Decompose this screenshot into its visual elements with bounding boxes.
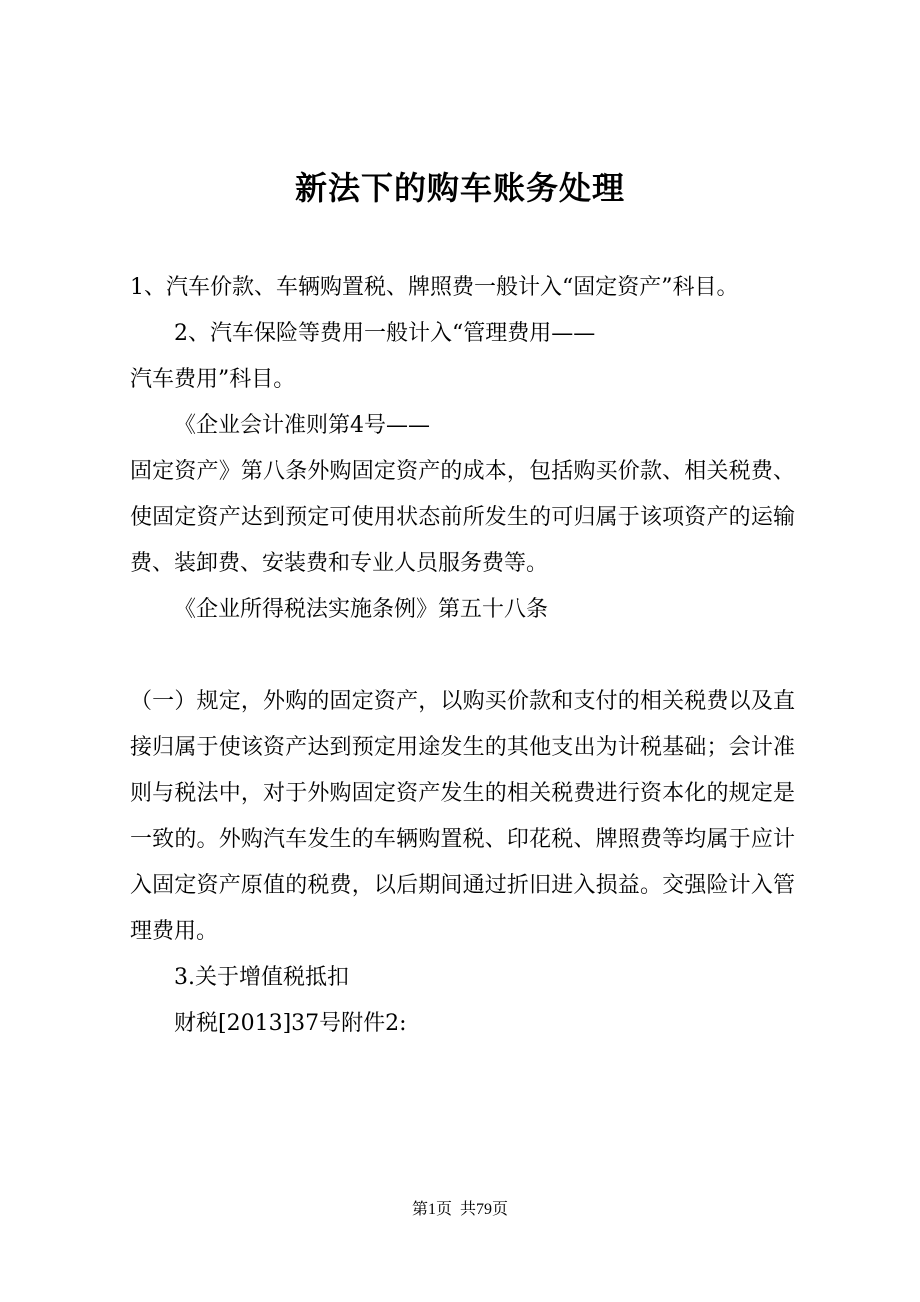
- paragraph-5: 固定资产》第八条外购固定资产的成本，包括购买价款、相关税费、使固定资产达到预定可使用状态前所发生的可归属于该项资产的运输费、装卸费、安装费和专业人员服务费等。: [130, 459, 795, 576]
- paragraph-1: 1、汽车价款、车辆购置税、牌照费一般计入“固定资产”科目。: [130, 275, 739, 300]
- page-title: 新法下的购车账务处理: [294, 169, 625, 207]
- paragraph-3: 汽车费用”科目。: [130, 367, 296, 392]
- paragraph-8: 3.关于增值税抵扣: [174, 965, 349, 990]
- document-body: [130, 265, 795, 1047]
- paragraph-4: 《企业会计准则第4号——: [174, 413, 430, 438]
- paragraph-7: （一）规定，外购的固定资产，以购买价款和支付的相关税费以及直接归属于使该资产达到预定用途发生的其他支出为计税基础；会计准则与税法中，对于外购固定资产发生的相关税费进行资本化的规定是一致的。外购汽车发生的车辆购置税、印花税、牌照费等均属于应计入固定资产原值的税费，以后期间通过折旧进入损益。交强险计入管理费用。: [130, 689, 795, 944]
- paragraph-6: 《企业所得税法实施条例》第五十八条: [174, 597, 549, 622]
- paragraph-2: 2、汽车保险等费用一般计入“管理费用——: [174, 321, 596, 346]
- page-footer: 第1页 共79页: [411, 1201, 508, 1218]
- paragraph-9: 财税[2013]37号附件2:: [174, 1011, 407, 1036]
